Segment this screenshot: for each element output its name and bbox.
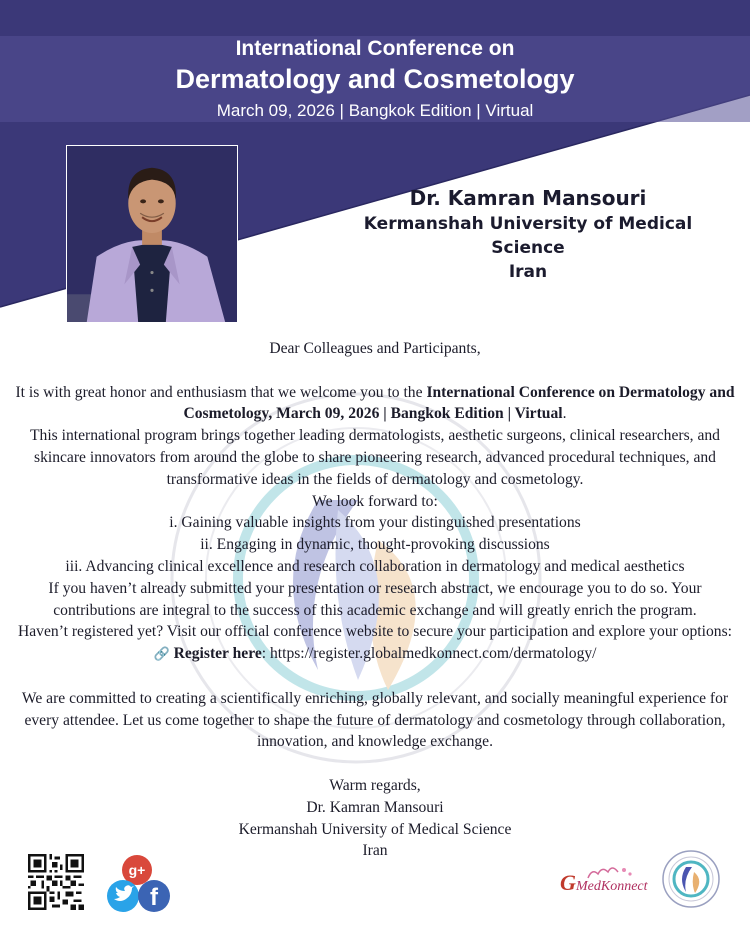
- link-icon: 🔗: [153, 647, 170, 663]
- letter-abstract-paragraph: If you haven’t already submitted your presentation or research abstract, we encourage you to do so. Your contributions are integral to the success of this academic exchange and will greatly enrich the program.: [48, 579, 702, 619]
- letter-list-item-1: i. Gaining valuable insights from your distinguished presentations: [169, 514, 581, 532]
- letter-closing: Warm regards,: [329, 776, 421, 794]
- twitter-icon[interactable]: [107, 880, 139, 912]
- conference-date-edition: March 09, 2026 | Bangkok Edition | Virtual: [216, 101, 534, 120]
- conference-seal-icon: [662, 850, 720, 908]
- letter-registration-paragraph: Haven’t registered yet? Visit our official conference website to secure your participation and explore your options:: [18, 623, 732, 641]
- letter-list-item-3: iii. Advancing clinical excellence and research collaboration in dermatology and medical aesthetics: [65, 557, 685, 575]
- speaker-country: Iran: [508, 262, 548, 282]
- letter-commitment-paragraph: We are committed to creating a scientifically enriching, globally relevant, and socially meaningful experience for every attendee. Let us come together to shape the future of dermatology and cosmetology through collaboration, innovation, and knowledge exchange.: [21, 689, 729, 751]
- letter-welcome-paragraph: It is with great honor and enthusiasm that we welcome you to the International Conference on Dermatology and Cosmetology, March 09, 2026 | Bangkok Edition | Virtual.: [15, 383, 735, 423]
- conference-title-line1: International Conference on: [235, 37, 515, 60]
- signature-name: Dr. Kamran Mansouri: [306, 798, 444, 816]
- letter-greeting: Dear Colleagues and Participants,: [269, 340, 481, 357]
- social-icons: [106, 855, 172, 913]
- qr-code-icon[interactable]: [28, 854, 84, 910]
- signature-affiliation: Kermanshah University of Medical Science: [238, 820, 512, 838]
- conference-full-name: International Conference on Dermatology and Cosmetology, March 09, 2026 | Bangkok Edition | Virtual: [183, 383, 735, 423]
- register-label[interactable]: Register here: [173, 645, 262, 663]
- svg-text:g+: g+: [128, 862, 146, 878]
- letter-body: [8, 338, 742, 862]
- register-url[interactable]: : https://register.globalmedkonnect.com/dermatology/: [261, 645, 597, 663]
- svg-text:f: f: [150, 884, 158, 911]
- signature-country: Iran: [362, 842, 388, 860]
- speaker-affiliation-line1: Kermanshah University of Medical: [363, 214, 693, 234]
- facebook-icon[interactable]: [138, 880, 170, 912]
- svg-text:MedKonnect: MedKonnect: [576, 879, 648, 894]
- conference-title: Dermatology and Cosmetology: [175, 64, 575, 94]
- speaker-name: Dr. Kamran Mansouri: [409, 186, 647, 210]
- letter-program-paragraph: This international program brings together leading dermatologists, aesthetic surgeons, clinical researchers, and skincare innovators from around the globe to share pioneering research, advanced procedural techniques, and transformative ideas in the fields of dermatology and cosmetology.: [30, 427, 720, 488]
- register-link-line[interactable]: [8, 643, 742, 666]
- speaker-info: [358, 184, 698, 284]
- letter-list-item-2: ii. Engaging in dynamic, thought-provoking discussions: [200, 536, 550, 554]
- speaker-affiliation-line2: Science: [491, 238, 565, 258]
- svg-text:G: G: [560, 870, 576, 895]
- globalmedkonnect-logo: [558, 858, 654, 902]
- letter-look-forward: We look forward to:: [312, 492, 438, 510]
- speaker-photo: [66, 145, 238, 323]
